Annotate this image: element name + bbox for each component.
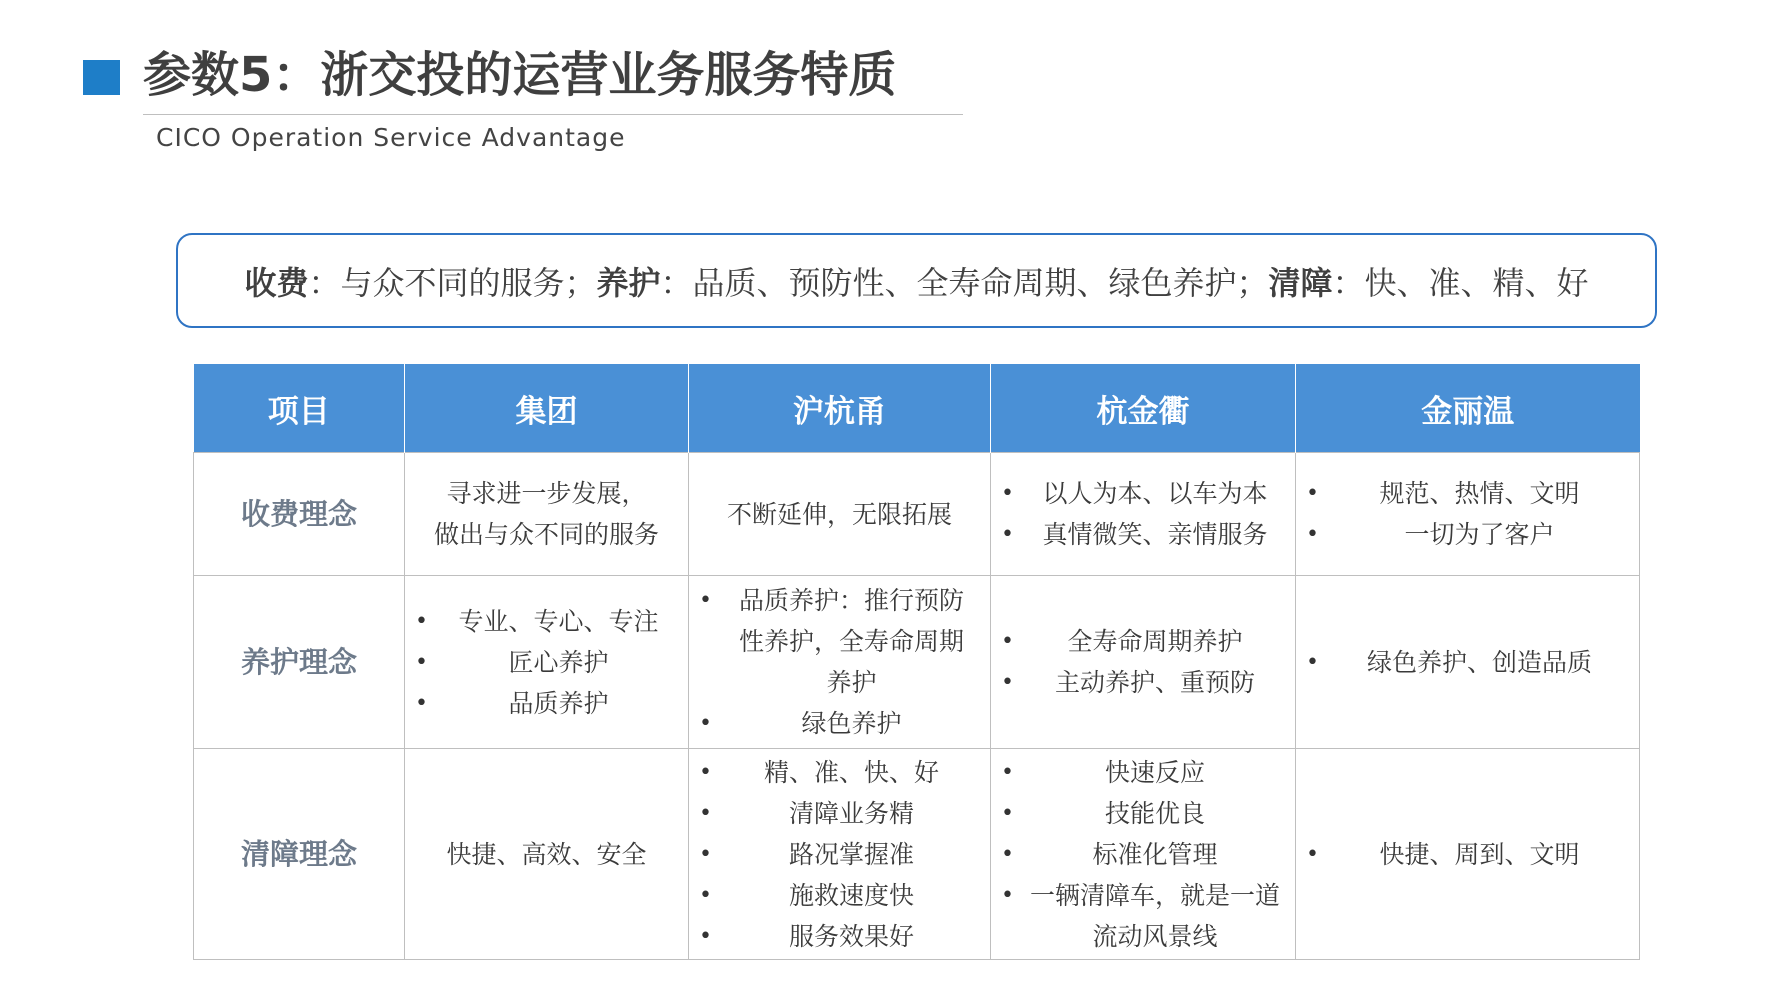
list-item: • 绿色养护 — [697, 703, 982, 744]
list-item: • 路况掌握准 — [697, 834, 982, 875]
list-item: • 一切为了客户 — [1304, 514, 1631, 555]
column-header-hangjinqu: 杭金衢 — [991, 364, 1296, 453]
row-label-maintenance: 养护理念 — [194, 576, 405, 749]
title-divider — [143, 114, 963, 115]
cell-clear-huhangyong — [689, 749, 991, 960]
cell-fee-hangjinqu — [991, 453, 1296, 576]
list-item: • 快速反应 — [999, 752, 1287, 793]
page-subtitle: CICO Operation Service Advantage — [156, 123, 626, 152]
list-item: • 服务效果好 — [697, 916, 982, 957]
cell-fee-group — [405, 453, 689, 576]
service-comparison-table — [193, 364, 1640, 960]
list-item: • 品质养护 — [413, 683, 680, 724]
summary-clear-text: ：快、准、精、好 — [1332, 263, 1589, 302]
cell-line: 寻求进一步发展， — [446, 479, 647, 508]
page-title: 参数5：浙交投的运营业务服务特质 — [143, 47, 897, 103]
list-item: • 规范、热情、文明 — [1304, 473, 1631, 514]
column-header-huhangyong: 沪杭甬 — [689, 364, 991, 453]
list-item: • 快捷、周到、文明 — [1304, 834, 1631, 875]
table-header-row — [194, 364, 1640, 453]
column-header-item: 项目 — [194, 364, 405, 453]
cell-clear-jinliwen — [1296, 749, 1640, 960]
list-item-continued: 性养护，全寿命周期 — [738, 627, 964, 656]
list-item: • 真情微笑、亲情服务 — [999, 514, 1287, 555]
summary-clear-label: 清障 — [1268, 263, 1333, 302]
row-label-clearance: 清障理念 — [194, 749, 405, 960]
cell-line: 做出与众不同的服务 — [433, 520, 659, 549]
list-item: • 匠心养护 — [413, 642, 680, 683]
cell-clear-hangjinqu — [991, 749, 1296, 960]
cell-maint-jinliwen — [1296, 576, 1640, 749]
list-item: • 精、准、快、好 — [697, 752, 982, 793]
title-accent-square — [83, 60, 120, 95]
list-item: • 标准化管理 — [999, 834, 1287, 875]
summary-maint-label: 养护 — [596, 263, 661, 302]
list-item: • 以人为本、以车为本 — [999, 473, 1287, 514]
cell-clear-group: 快捷、高效、安全 — [405, 749, 689, 960]
column-header-group: 集团 — [405, 364, 689, 453]
list-item: • 绿色养护、创造品质 — [1304, 642, 1631, 683]
cell-maint-group — [405, 576, 689, 749]
column-header-jinliwen: 金丽温 — [1296, 364, 1640, 453]
list-item: • 施救速度快 — [697, 875, 982, 916]
table-row-clearance — [194, 749, 1640, 960]
summary-box — [176, 233, 1657, 328]
cell-maint-huhangyong — [689, 576, 991, 749]
list-item: • 全寿命周期养护 — [999, 621, 1287, 662]
list-item-continued: 养护 — [826, 668, 877, 697]
table-row-maintenance — [194, 576, 1640, 749]
cell-maint-hangjinqu — [991, 576, 1296, 749]
summary-fee-label: 收费 — [244, 263, 309, 302]
list-item: • 专业、专心、专注 — [413, 601, 680, 642]
cell-fee-huhangyong: 不断延伸，无限拓展 — [689, 453, 991, 576]
list-item: • 主动养护、重预防 — [999, 662, 1287, 703]
list-item: • 技能优良 — [999, 793, 1287, 834]
list-item: • 品质养护：推行预防 — [697, 580, 982, 621]
list-item-continued: 流动风景线 — [1092, 921, 1218, 951]
list-item: • 一辆清障车，就是一道 — [999, 875, 1287, 916]
row-label-fee: 收费理念 — [194, 453, 405, 576]
summary-fee-text: ：与众不同的服务； — [308, 263, 597, 302]
table-row-fee — [194, 453, 1640, 576]
summary-maint-text: ：品质、预防性、全寿命周期、绿色养护； — [660, 263, 1269, 302]
cell-fee-jinliwen — [1296, 453, 1640, 576]
list-item: • 清障业务精 — [697, 793, 982, 834]
